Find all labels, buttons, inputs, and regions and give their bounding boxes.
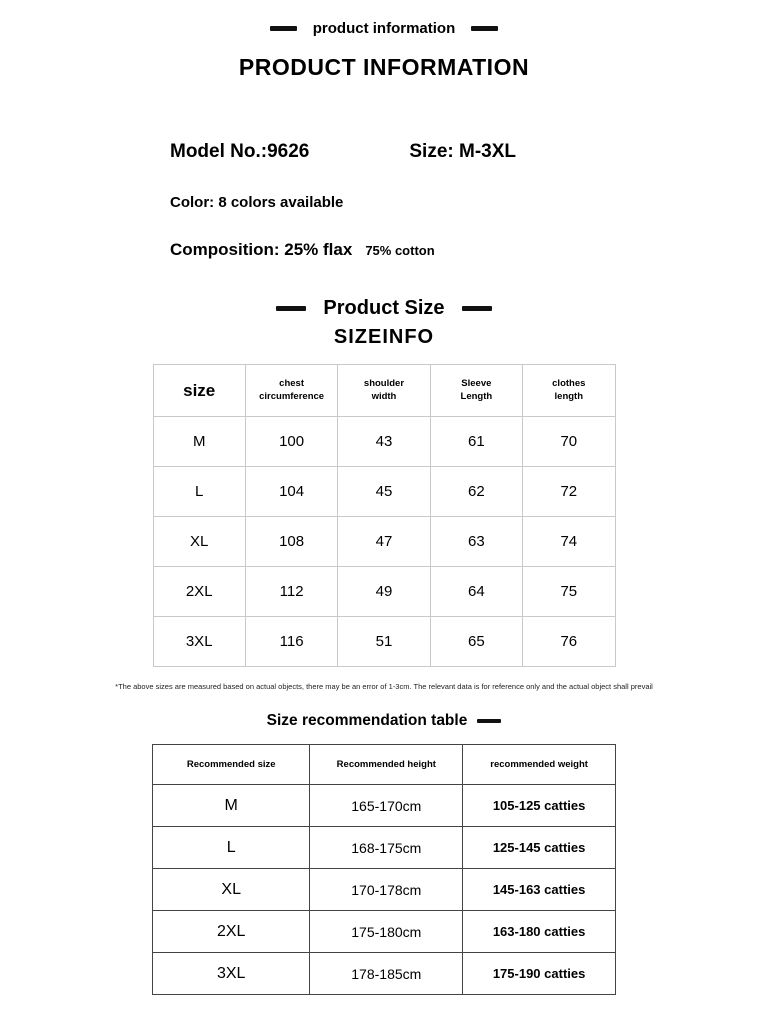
rec-size-cell: M bbox=[153, 785, 310, 827]
rec-size-cell: 3XL bbox=[153, 953, 310, 995]
size-cell: 3XL bbox=[153, 617, 245, 667]
recommended-height-header: Recommended height bbox=[310, 745, 463, 785]
top-heading bbox=[0, 0, 768, 37]
composition-main: Composition: 25% flax bbox=[170, 240, 353, 259]
dash-icon bbox=[477, 719, 501, 723]
top-heading-label: product information bbox=[312, 20, 456, 37]
recommendation-table bbox=[152, 744, 616, 995]
size-table bbox=[153, 364, 616, 667]
recommendation-row bbox=[153, 953, 616, 995]
sleeve-cell: 63 bbox=[430, 517, 522, 567]
rec-height-cell: 165-170cm bbox=[310, 785, 463, 827]
size-cell: L bbox=[153, 467, 245, 517]
size-table-corner-header: size bbox=[153, 365, 245, 417]
size-table-row bbox=[153, 467, 615, 517]
size-cell: 2XL bbox=[153, 567, 245, 617]
rec-weight-cell: 163-180 catties bbox=[463, 911, 616, 953]
sleeve-cell: 65 bbox=[430, 617, 522, 667]
left-dash-icon bbox=[270, 26, 297, 31]
recommendation-heading bbox=[0, 712, 768, 730]
size-table-header-row bbox=[153, 365, 615, 417]
size-table-row bbox=[153, 567, 615, 617]
recommendation-row bbox=[153, 785, 616, 827]
length-cell: 75 bbox=[523, 567, 615, 617]
length-cell: 72 bbox=[523, 467, 615, 517]
size-cell: M bbox=[153, 417, 245, 467]
recommendation-header-row bbox=[153, 745, 616, 785]
size-table-col-header: clothes length bbox=[523, 365, 615, 417]
shoulder-cell: 49 bbox=[338, 567, 430, 617]
chest-cell: 104 bbox=[245, 467, 337, 517]
chest-cell: 108 bbox=[245, 517, 337, 567]
chest-cell: 100 bbox=[245, 417, 337, 467]
composition-extra: 75% cotton bbox=[365, 243, 435, 258]
measurement-disclaimer: *The above sizes are measured based on actual objects, there may be an error of 1-3cm. The relevant data is for reference only and the actual object shall prevail bbox=[115, 682, 653, 691]
model-number: Model No.:9626 bbox=[170, 141, 310, 162]
shoulder-cell: 43 bbox=[338, 417, 430, 467]
recommendation-title: Size recommendation table bbox=[266, 712, 468, 729]
recommended-weight-header: recommended weight bbox=[463, 745, 616, 785]
rec-height-cell: 178-185cm bbox=[310, 953, 463, 995]
sizeinfo-title: SIZEINFO bbox=[333, 326, 435, 348]
size-range: Size: M-3XL bbox=[409, 141, 516, 162]
chest-cell: 112 bbox=[245, 567, 337, 617]
length-cell: 74 bbox=[523, 517, 615, 567]
product-details bbox=[170, 141, 768, 260]
rec-size-cell: 2XL bbox=[153, 911, 310, 953]
sleeve-cell: 62 bbox=[430, 467, 522, 517]
rec-weight-cell: 105-125 catties bbox=[463, 785, 616, 827]
length-cell: 70 bbox=[523, 417, 615, 467]
page-title: PRODUCT INFORMATION bbox=[238, 54, 530, 80]
left-dash-icon bbox=[276, 306, 306, 311]
recommendation-row bbox=[153, 911, 616, 953]
right-dash-icon bbox=[462, 306, 492, 311]
size-table-row bbox=[153, 617, 615, 667]
length-cell: 76 bbox=[523, 617, 615, 667]
model-size-row bbox=[170, 141, 768, 163]
size-table-row bbox=[153, 417, 615, 467]
size-table-row bbox=[153, 517, 615, 567]
rec-size-cell: XL bbox=[153, 869, 310, 911]
rec-height-cell: 175-180cm bbox=[310, 911, 463, 953]
sleeve-cell: 64 bbox=[430, 567, 522, 617]
recommended-size-header: Recommended size bbox=[153, 745, 310, 785]
product-size-heading bbox=[0, 297, 768, 320]
sleeve-cell: 61 bbox=[430, 417, 522, 467]
size-table-col-header: shoulder width bbox=[338, 365, 430, 417]
rec-height-cell: 168-175cm bbox=[310, 827, 463, 869]
chest-cell: 116 bbox=[245, 617, 337, 667]
shoulder-cell: 51 bbox=[338, 617, 430, 667]
size-cell: XL bbox=[153, 517, 245, 567]
rec-weight-cell: 125-145 catties bbox=[463, 827, 616, 869]
right-dash-icon bbox=[471, 26, 498, 31]
recommendation-row bbox=[153, 869, 616, 911]
size-table-col-header: chest circumference bbox=[245, 365, 337, 417]
shoulder-cell: 47 bbox=[338, 517, 430, 567]
rec-height-cell: 170-178cm bbox=[310, 869, 463, 911]
color-info: Color: 8 colors available bbox=[170, 194, 344, 211]
size-table-col-header: Sleeve Length bbox=[430, 365, 522, 417]
shoulder-cell: 45 bbox=[338, 467, 430, 517]
rec-size-cell: L bbox=[153, 827, 310, 869]
rec-weight-cell: 145-163 catties bbox=[463, 869, 616, 911]
rec-weight-cell: 175-190 catties bbox=[463, 953, 616, 995]
product-size-title: Product Size bbox=[323, 297, 445, 319]
recommendation-row bbox=[153, 827, 616, 869]
composition-row bbox=[170, 240, 768, 260]
